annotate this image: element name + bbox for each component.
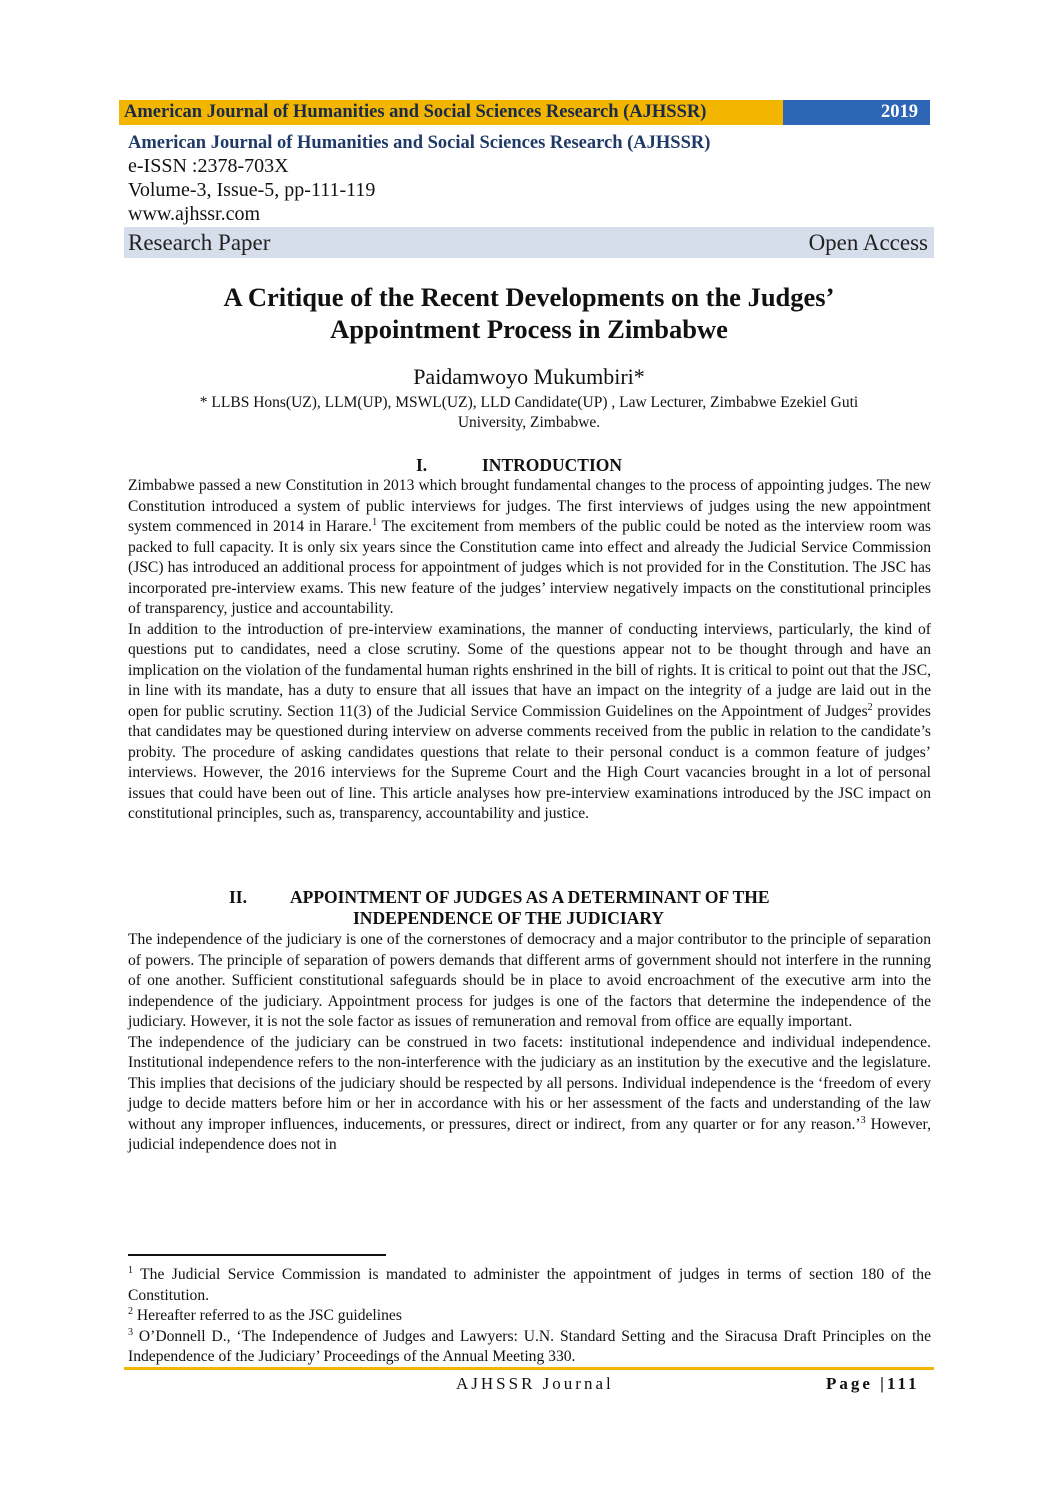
- footer-divider: [124, 1367, 934, 1370]
- page-number: Page |111: [826, 1374, 920, 1393]
- section-heading-appointment: [128, 887, 933, 929]
- author-name: Paidamwoyo Mukumbiri*: [413, 364, 645, 389]
- journal-website: www.ajhssr.com: [128, 203, 261, 225]
- paper-type-bar: [124, 227, 934, 258]
- section-number: II.: [229, 887, 247, 907]
- footer-journal: AJHSSR Journal: [456, 1374, 614, 1393]
- paper-type: Research Paper: [128, 229, 271, 255]
- author-affiliation: [124, 393, 934, 433]
- footnote: $^2$ Hereafter referred to as the JSC guidelines: [128, 1305, 402, 1324]
- article-title-line1: A Critique of the Recent Developments on the Judges’: [223, 282, 835, 312]
- footnote-ref[interactable]: 3: [860, 1114, 866, 1126]
- journal-info: [128, 132, 933, 226]
- section-heading-introduction: [128, 455, 933, 476]
- section-title-line2: INDEPENDENCE OF THE JUDICIARY: [353, 908, 665, 928]
- section-body-appointment: [128, 930, 931, 1156]
- footnote-divider: [128, 1254, 386, 1256]
- section-title: INTRODUCTION: [482, 455, 623, 475]
- section-number: I.: [416, 455, 428, 475]
- journal-volume: Volume-3, Issue-5, pp-111-119: [128, 179, 376, 201]
- paragraph: Zimbabwe passed a new Constitution in 2013 which brought fundamental changes to the process of appointing judges. The new Constitution introduced a system of public interviews for judges. The first interviews of judges using the new appointment system commenced in 2014 in Harare.$^1$ The excitement from members of the public could be noted as the interview room was packed to full capacity. It is only six years since the Constitution came into effect and already the Judicial Service Commission (JSC) has introduced an additional process for appointment of judges which is not provided for in the Constitution. The JSC has incorporated pre-interview exams. This new feature of the judges’ interview negatively impacts on the constitutional principles of transparency, justice and accountability.: [128, 477, 932, 617]
- affiliation-line2: University, Zimbabwe.: [457, 414, 601, 431]
- footnote-ref[interactable]: 1: [372, 516, 378, 528]
- journal-name: American Journal of Humanities and Social Sciences Research (AJHSSR): [128, 133, 711, 153]
- banner-journal-title: American Journal of Humanities and Social Sciences Research (AJHSSR): [119, 100, 783, 125]
- footnote: $^1$ The Judicial Service Commission is mandated to administer the appointment of judges in terms of section 180 of the Constitution.: [128, 1264, 931, 1304]
- article-title: [124, 281, 934, 345]
- paragraph: In addition to the introduction of pre-interview examinations, the manner of conducting interviews, particularly, the kind of questions put to candidates, need a close scrutiny. Some of the questions appear not to be thought through and have an implication on the violation of the fundamental human rights enshrined in the bill of rights. It is critical to point out that the JSC, in line with its mandate, has a duty to ensure that all issues that have an impact on the integrity of a judge are laid out in the open for public scrutiny. Section 11(3) of the Judicial Service Commission Guidelines on the Appointment of Judges$^2$ provides that candidates may be questioned during interview on adverse comments received from the public in relation to the candidate’s probity. The procedure of asking candidates questions that relate to their personal conduct is a common feature of judges’ interviews. However, the 2016 interviews for the Supreme Court and the High Court vacancies brought in a lot of personal issues that could have been out of line. This article analyses how pre-interview examinations introduced by the JSC impact on constitutional principles, such as, transparency, accountability and justice.: [128, 620, 931, 822]
- journal-eissn: e-ISSN :2378-703X: [128, 155, 289, 177]
- section-body-introduction: [128, 476, 931, 825]
- footnote: $^3$ O’Donnell D., ‘The Independence of Judges and Lawyers: U.N. Standard Setting and the Siracusa Draft Principles on the Independence of the Judiciary’ Proceedings of the Annual Meeting 330.: [128, 1326, 931, 1365]
- affiliation-line1: * LLBS Hons(UZ), LLM(UP), MSWL(UZ), LLD Candidate(UP) , Law Lecturer, Zimbabwe Ezekiel Guti: [199, 394, 859, 411]
- access-type: Open Access: [808, 229, 928, 255]
- paragraph: The independence of the judiciary is one of the cornerstones of democracy and a major contributor to the principle of separation of powers. The principle of separation of powers demands that different arms of government should not interfere in the running of one another. Sufficient constitutional safeguards should be in place to avoid encroachment of the executive arm into the independence of the judiciary. Appointment process for judges is one of the factors that determine the independence of the judiciary. However, it is not the sole factor as issues of remuneration and removal from office are equally important.: [128, 931, 931, 1030]
- header-banner: [119, 100, 930, 125]
- paragraph: The independence of the judiciary can be construed in two facets: institutional independence and individual independence. Institutional independence refers to the non-interference with the judiciary as an institution by the executive and the legislature. This implies that decisions of the judiciary should be respected by all persons. Individual independence is the ‘freedom of every judge to decide matters before him or her in accordance with his or her assessment of the facts and understanding of the law without any improper influences, inducements, or pressures, direct or indirect, from any quarter or for any reason.’$^3$ However, judicial independence does not in: [128, 1033, 932, 1153]
- footnotes: [128, 1265, 931, 1368]
- article-title-line2: Appointment Process in Zimbabwe: [330, 314, 728, 344]
- section-title-line1: APPOINTMENT OF JUDGES AS A DETERMINANT OF THE: [290, 887, 770, 907]
- banner-year: 2019: [783, 100, 930, 125]
- footnote-ref[interactable]: 2: [867, 701, 873, 713]
